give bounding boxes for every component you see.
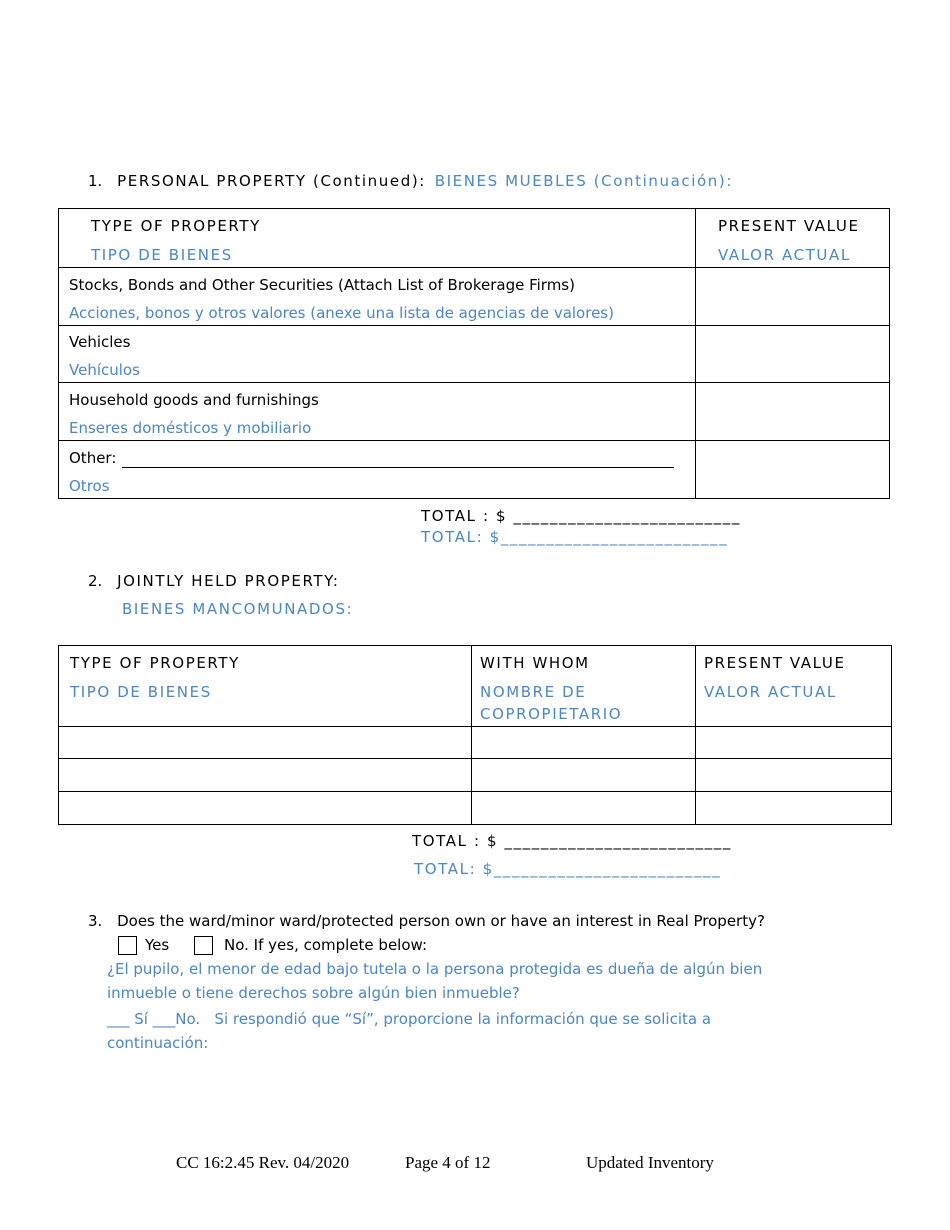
section3-question — [88, 912, 765, 930]
col-value-header: PRESENT VALUE — [718, 217, 860, 235]
row-label-es: Enseres domésticos y mobiliario — [69, 419, 312, 437]
value-cell[interactable] — [696, 441, 890, 499]
table-row — [59, 727, 892, 759]
table-row — [59, 383, 890, 441]
col-whom-header: WITH WHOM — [480, 654, 590, 672]
yes-checkbox[interactable] — [118, 936, 137, 955]
col-whom-header-es-2: COPROPIETARIO — [480, 705, 623, 723]
row-label: Household goods and furnishings — [69, 391, 319, 409]
value-cell[interactable] — [696, 383, 890, 441]
col-type-header-es: TIPO DE BIENES — [70, 683, 212, 701]
col-type-header-es: TIPO DE BIENES — [91, 246, 233, 264]
row-label: Stocks, Bonds and Other Securities (Attach List of Brokerage Firms) — [69, 276, 575, 294]
section2-title: JOINTLY HELD PROPERTY: — [117, 572, 340, 590]
yes-label: Yes — [145, 936, 170, 954]
personal-property-table — [58, 208, 890, 499]
table-row — [59, 759, 892, 792]
section3-question-es-2: inmueble o tiene derechos sobre algún bien inmueble? — [107, 984, 520, 1002]
row-label-es: Vehículos — [69, 361, 140, 379]
col-value-header: PRESENT VALUE — [704, 654, 846, 672]
value-cell[interactable] — [696, 268, 890, 326]
type-cell[interactable] — [59, 759, 472, 792]
section1-title: PERSONAL PROPERTY (Continued): — [117, 172, 426, 190]
row-label-es: Otros — [69, 477, 110, 495]
table-row — [59, 326, 890, 383]
whom-cell[interactable] — [472, 792, 696, 825]
table-row — [59, 268, 890, 326]
section3-answer-es-1: ___ Sí ___No. Si respondió que “Sí”, proporcione la información que se solicita a — [107, 1010, 712, 1028]
footer-page-number: Page 4 of 12 — [405, 1153, 491, 1172]
section3-question-es-1: ¿El pupilo, el menor de edad bajo tutela o la persona protegida es dueña de algún bien — [107, 960, 763, 978]
footer-title: Updated Inventory — [586, 1153, 714, 1172]
section1-number: 1. — [88, 172, 103, 190]
col-type-header: TYPE OF PROPERTY — [70, 654, 240, 672]
type-cell[interactable] — [59, 792, 472, 825]
col-whom-header-es: NOMBRE DE — [480, 683, 587, 701]
row-label: Vehicles — [69, 333, 131, 351]
other-input-line[interactable] — [122, 467, 674, 468]
section2-total[interactable]: TOTAL : $ _________________________ — [412, 832, 732, 850]
type-cell[interactable] — [59, 727, 472, 759]
jointly-held-property-table — [58, 645, 892, 825]
value-cell[interactable] — [696, 326, 890, 383]
col-type-header: TYPE OF PROPERTY — [91, 217, 261, 235]
section2-title-es: BIENES MANCOMUNADOS: — [122, 600, 354, 618]
section1-heading — [88, 172, 733, 190]
row-label: Other: — [69, 449, 117, 467]
value-cell[interactable] — [696, 759, 892, 792]
whom-cell[interactable] — [472, 727, 696, 759]
whom-cell[interactable] — [472, 759, 696, 792]
no-label: No. If yes, complete below: — [224, 936, 428, 954]
col-value-header-es: VALOR ACTUAL — [704, 683, 837, 701]
row-label-es: Acciones, bonos y otros valores (anexe una lista de agencias de valores) — [69, 304, 614, 322]
section2-total-es: TOTAL: $_________________________ — [414, 860, 722, 878]
section3-answer-es-2: continuación: — [107, 1034, 209, 1052]
section1-title-es: BIENES MUEBLES (Continuación): — [434, 172, 733, 190]
table-row — [59, 441, 890, 499]
no-checkbox[interactable] — [194, 936, 213, 955]
section3-question-text: Does the ward/minor ward/protected person own or have an interest in Real Property? — [117, 912, 765, 930]
value-cell[interactable] — [696, 727, 892, 759]
table-header-row — [59, 209, 890, 268]
section1-total[interactable]: TOTAL : $ _________________________ — [421, 507, 741, 525]
value-cell[interactable] — [696, 792, 892, 825]
section3-number: 3. — [88, 912, 103, 930]
section1-total-es: TOTAL: $_________________________ — [421, 528, 729, 546]
col-value-header-es: VALOR ACTUAL — [718, 246, 851, 264]
table-row — [59, 792, 892, 825]
table-header-row — [59, 646, 892, 727]
section2-number: 2. — [88, 572, 103, 590]
footer-form-number: CC 16:2.45 Rev. 04/2020 — [176, 1153, 350, 1172]
section2-heading — [88, 572, 340, 590]
